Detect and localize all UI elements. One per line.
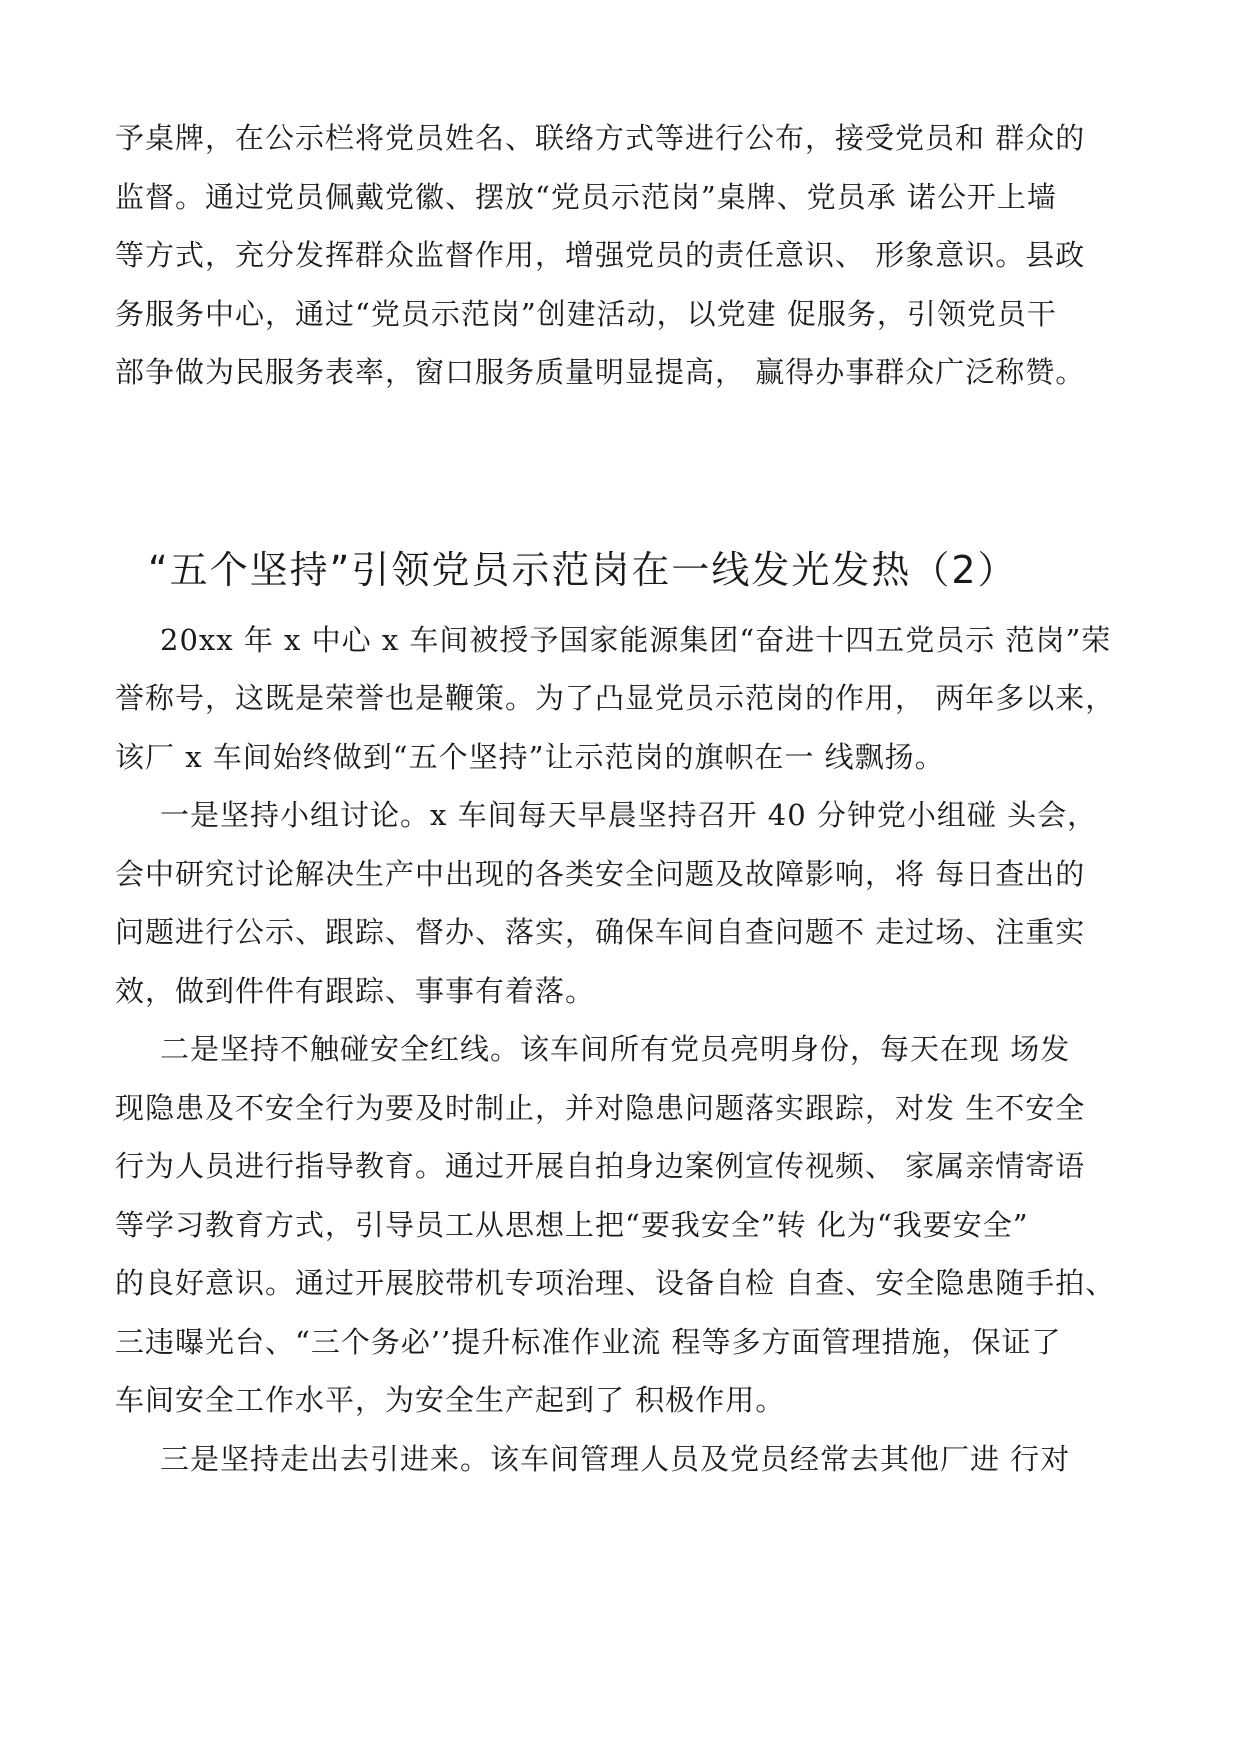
body-text-line: 监督。通过党员佩戴党徽、摆放“党员示范岗”桌牌、党员承 诺公开上墙: [115, 180, 1057, 214]
body-text-line: 三违曝光台、“三个务必’’提升标准作业流 程等多方面管理措施，保证了: [115, 1325, 1062, 1359]
body-text-line: 效，做到件件有跟踪、事事有着落。: [115, 974, 596, 1008]
body-text-line: 的良好意识。通过开展胶带机专项治理、设备自检 自查、安全隐患随手拍、: [115, 1266, 1116, 1300]
body-text-line: 等学习教育方式，引导员工从思想上把“要我安全”转 化为“我要安全”: [115, 1208, 1029, 1242]
body-text-line: 三是坚持走出去引进来。该车间管理人员及党员经常去其他厂进 行对: [160, 1442, 1071, 1476]
body-text-line: 务服务中心，通过“党员示范岗”创建活动，以党建 促服务，引领党员干: [115, 297, 1057, 331]
body-text-line: 二是坚持不触碰安全红线。该车间所有党员亮明身份，每天在现 场发: [160, 1032, 1071, 1066]
body-text-line: 予桌牌，在公示栏将党员姓名、联络方式等进行公布，接受党员和 群众的: [115, 121, 1086, 155]
article-title: “五个坚持”引领党员示范岗在一线发光发热（2）: [148, 548, 1018, 592]
body-text-line: 部争做为民服务表率，窗口服务质量明显提高， 赢得办事群众广泛称赞。: [115, 355, 1086, 389]
body-text-line: 该厂 x 车间始终做到“五个坚持”让示范岗的旗帜在一 线飘扬。: [115, 740, 945, 774]
body-text-line: 行为人员进行指导教育。通过开展自拍身边案例宣传视频、 家属亲情寄语: [115, 1149, 1086, 1183]
body-text-line: 车间安全工作水平，为安全生产起到了 积极作用。: [115, 1383, 786, 1417]
body-text-line: 誉称号，这既是荣誉也是鞭策。为了凸显党员示范岗的作用， 两年多以来，: [115, 681, 1116, 715]
body-text-line: 一是坚持小组讨论。x 车间每天早晨坚持召开 40 分钟党小组碰 头会，: [160, 798, 1098, 832]
body-text-line: 20xx 年 x 中心 x 车间被授予国家能源集团“奋进十四五党员示 范岗”荣: [160, 623, 1112, 657]
body-text-line: 问题进行公示、跟踪、督办、落实，确保车间自查问题不 走过场、注重实: [115, 915, 1086, 949]
body-text-line: 现隐患及不安全行为要及时制止，并对隐患问题落实跟踪，对发 生不安全: [115, 1091, 1086, 1125]
body-text-line: 会中研究讨论解决生产中出现的各类安全问题及故障影响，将 每日查出的: [115, 857, 1086, 891]
body-text-line: 等方式，充分发挥群众监督作用，增强党员的责任意识、 形象意识。县政: [115, 238, 1086, 272]
